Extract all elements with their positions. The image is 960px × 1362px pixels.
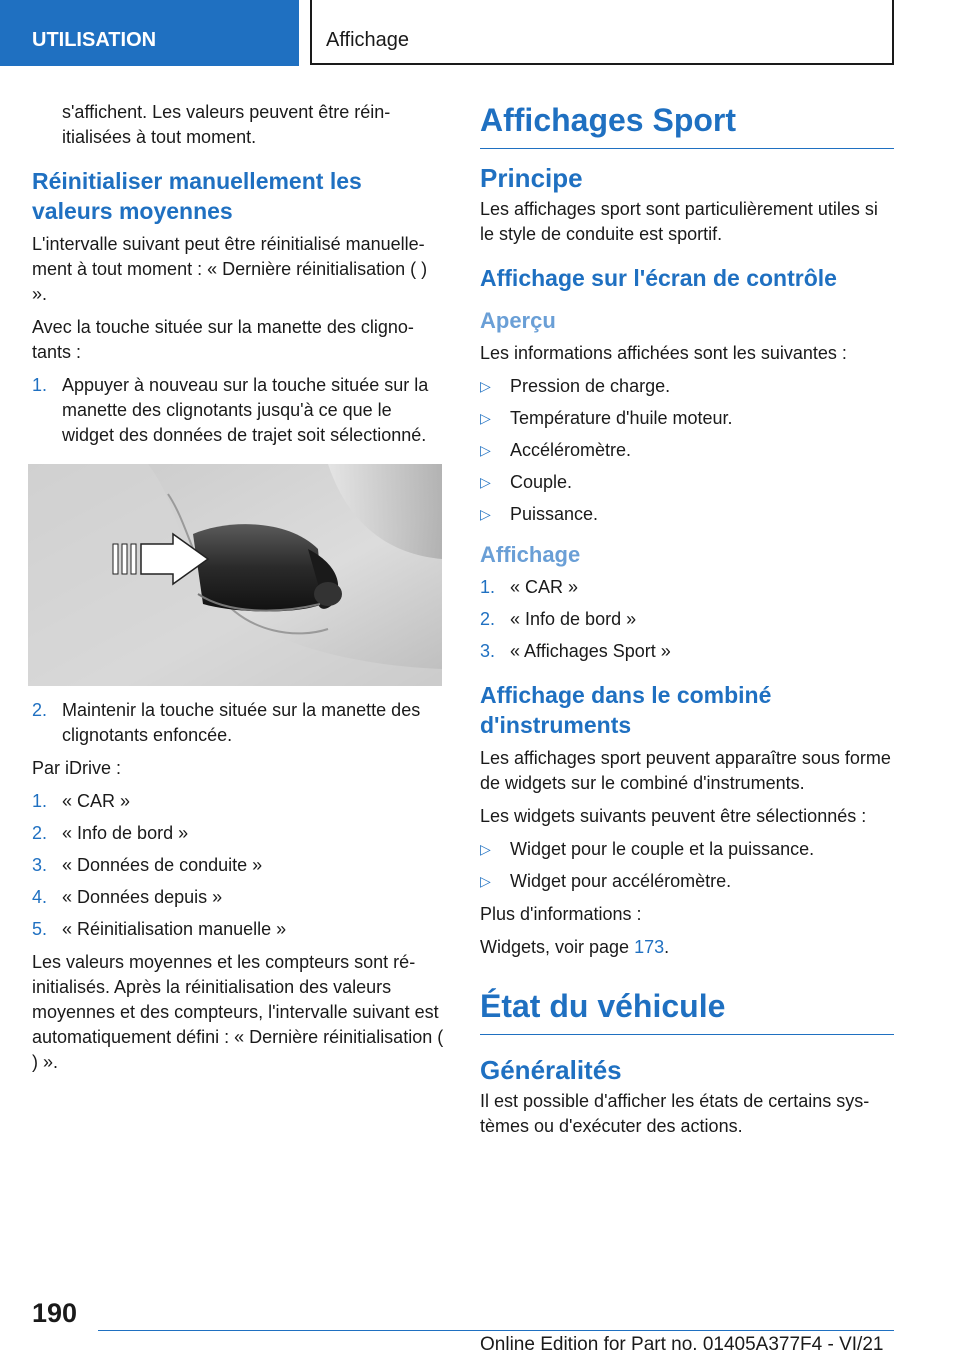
triangle-bullet-icon: ▷ bbox=[480, 378, 491, 394]
heading-ecran: Affichage sur l'écran de contrôle bbox=[480, 265, 837, 291]
footer-divider bbox=[98, 1330, 894, 1331]
step-number: 4. bbox=[32, 887, 48, 907]
list-item bbox=[480, 639, 894, 664]
triangle-bullet-icon: ▷ bbox=[480, 506, 491, 522]
step-text: « Affichages Sport » bbox=[510, 641, 671, 661]
item-text: Widget pour le couple et la puissance. bbox=[510, 839, 815, 859]
item-text: Accéléromètre. bbox=[510, 440, 632, 460]
idrive-steps-list bbox=[32, 789, 446, 942]
paragraph-button: Avec la touche située sur la manette des clignotants : bbox=[32, 317, 414, 362]
step-text: « Données depuis » bbox=[62, 887, 223, 907]
heading-affichage: Affichage bbox=[480, 542, 581, 567]
list-item bbox=[480, 575, 894, 600]
intro-paragraph: s'affichent. Les valeurs peuvent être réinitialisées à tout moment. bbox=[62, 102, 391, 147]
step-number: 5. bbox=[32, 919, 48, 939]
steps-list-a bbox=[32, 373, 446, 448]
step-text: « Info de bord » bbox=[510, 609, 637, 629]
page-reference-link[interactable]: 173 bbox=[634, 937, 665, 957]
heading-reset: Réinitialiser manuellement les valeurs moyennes bbox=[32, 168, 362, 224]
paragraph-combine: Les affichages sport peuvent apparaître sous forme de widgets sur le combiné d'instruments. bbox=[480, 748, 891, 793]
step-text: Maintenir la touche située sur la manette des clignotants enfoncée. bbox=[62, 700, 421, 745]
item-text: Widget pour accéléromètre. bbox=[510, 871, 732, 891]
list-item bbox=[32, 885, 446, 910]
left-column bbox=[32, 100, 446, 1083]
turn-signal-lever-image bbox=[28, 464, 442, 686]
item-text: Température d'huile moteur. bbox=[510, 408, 733, 428]
step-text: « CAR » bbox=[62, 791, 131, 811]
steps-list-b bbox=[32, 698, 446, 748]
right-column bbox=[480, 100, 894, 1147]
paragraph-idrive: Par iDrive : bbox=[32, 758, 122, 778]
list-item bbox=[480, 374, 894, 399]
paragraph-reference bbox=[480, 935, 894, 960]
section-tab: UTILISATION bbox=[0, 0, 299, 66]
footer-edition: Online Edition for Part no. 01405A377F4 - VI/21 bbox=[480, 1334, 884, 1355]
item-text: Pression de charge. bbox=[510, 376, 671, 396]
list-item bbox=[32, 821, 446, 846]
step-text: « Données de conduite » bbox=[62, 855, 263, 875]
step-text: Appuyer à nouveau sur la touche située sur la manette des clignotants jusqu'à ce que le widget des données de trajet soit sélectionné. bbox=[62, 375, 429, 445]
paragraph-apercu: Les informations affichées sont les suivantes : bbox=[480, 343, 847, 363]
list-item bbox=[480, 607, 894, 632]
triangle-bullet-icon: ▷ bbox=[480, 841, 491, 857]
list-item bbox=[32, 373, 446, 448]
list-item bbox=[480, 470, 894, 495]
heading-apercu: Aperçu bbox=[480, 308, 556, 333]
list-item bbox=[480, 837, 894, 862]
step-text: « Info de bord » bbox=[62, 823, 189, 843]
step-number: 1. bbox=[32, 375, 48, 395]
triangle-bullet-icon: ▷ bbox=[480, 442, 491, 458]
paragraph-outro: Les valeurs moyennes et les compteurs sont réinitialisés. Après la réinitialisation des valeurs moyennes et des compteurs, l'intervalle suivant est automatiquement défini : « Dernière réinitialisation ( ) ». bbox=[32, 952, 444, 1072]
paragraph-interval: L'intervalle suivant peut être réinitialisé manuellement à tout moment : « Dernière réinitialisation ( ) ». bbox=[32, 234, 428, 304]
item-text: Puissance. bbox=[510, 504, 599, 524]
affichage-steps-list bbox=[480, 575, 894, 664]
reference-suffix: . bbox=[664, 937, 670, 957]
reference-prefix: Widgets, voir page bbox=[480, 937, 635, 957]
heading-etat: État du véhicule bbox=[480, 986, 894, 1035]
step-number: 1. bbox=[480, 577, 496, 597]
triangle-bullet-icon: ▷ bbox=[480, 410, 491, 426]
widget-list bbox=[480, 837, 894, 894]
list-item bbox=[32, 917, 446, 942]
heading-sport: Affichages Sport bbox=[480, 100, 894, 149]
step-number: 2. bbox=[480, 609, 496, 629]
item-text: Couple. bbox=[510, 472, 573, 492]
topic-header: Affichage bbox=[310, 0, 894, 65]
step-number: 2. bbox=[32, 823, 48, 843]
heading-combine: Affichage dans le combiné d'instruments bbox=[480, 682, 772, 738]
paragraph-widgets: Les widgets suivants peuvent être sélectionnés : bbox=[480, 806, 867, 826]
page-number: 190 bbox=[32, 1298, 78, 1328]
step-number: 3. bbox=[32, 855, 48, 875]
list-item bbox=[480, 438, 894, 463]
step-text: « Réinitialisation manuelle » bbox=[62, 919, 287, 939]
heading-generalites: Généralités bbox=[480, 1055, 622, 1085]
paragraph-more: Plus d'informations : bbox=[480, 904, 642, 924]
heading-principe: Principe bbox=[480, 163, 583, 193]
step-number: 1. bbox=[32, 791, 48, 811]
step-number: 3. bbox=[480, 641, 496, 661]
list-item bbox=[32, 789, 446, 814]
list-item bbox=[480, 502, 894, 527]
list-item bbox=[32, 698, 446, 748]
apercu-list bbox=[480, 374, 894, 527]
paragraph-generalites: Il est possible d'afficher les états de certains systèmes ou d'exécuter des actions. bbox=[480, 1091, 870, 1136]
triangle-bullet-icon: ▷ bbox=[480, 873, 491, 889]
step-text: « CAR » bbox=[510, 577, 579, 597]
list-item bbox=[480, 869, 894, 894]
paragraph-principe: Les affichages sport sont particulièrement utiles si le style de conduite est sportif. bbox=[480, 199, 878, 244]
step-number: 2. bbox=[32, 700, 48, 720]
triangle-bullet-icon: ▷ bbox=[480, 474, 491, 490]
list-item bbox=[32, 853, 446, 878]
list-item bbox=[480, 406, 894, 431]
